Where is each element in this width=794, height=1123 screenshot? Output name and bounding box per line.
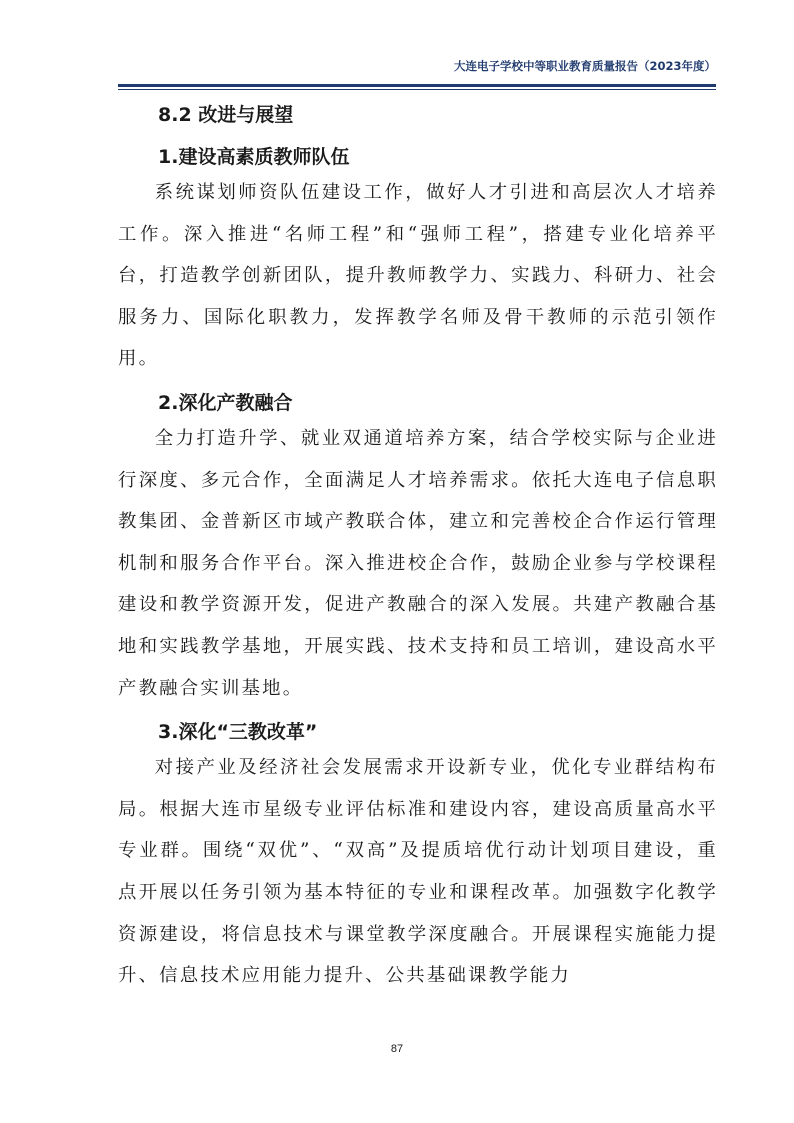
subsection-paragraph-2: 全力打造升学、就业双通道培养方案，结合学校实际与企业进行深度、多元合作，全面满足人才培养需求。依托大连电子信息职教集团、金普新区市域产教联合体，建立和完善校企合作运行管理机制和服务合作平台。深入推进校企合作，鼓励企业参与学校课程建设和教学资源开发，促进产教融合的深入发展。共建产教融合基地和实践教学基地，开展实践、技术支持和员工培训，建设高水平产教融合实训基地。 bbox=[118, 427, 718, 699]
section-title: 8.2 改进与展望 bbox=[158, 104, 294, 126]
subsection-paragraph-3: 对接产业及经济社会发展需求开设新专业，优化专业群结构布局。根据大连市星级专业评估标准和建设内容，建设高质量高水平专业群。围绕“双优”、“双高”及提质培优行动计划项目建设，重点开展以任务引领为基本特征的专业和课程改革。加强数字化教学资源建设，将信息技术与课堂教学深度融合。开展课程实施能力提升、信息技术应用能力提升、公共基础课教学能力 bbox=[118, 757, 718, 987]
header-divider-thin bbox=[118, 89, 716, 90]
subsection-title-1: 1.建设高素质教师队伍 bbox=[158, 146, 350, 168]
subsection-title-3: 3.深化“三教改革” bbox=[158, 721, 318, 744]
report-header-title: 大连电子学校中等职业教育质量报告（2023年度） bbox=[453, 59, 716, 73]
subsection-title-2: 2.深化产教融合 bbox=[158, 391, 293, 414]
header-divider-thick bbox=[118, 84, 716, 87]
page-number: 87 bbox=[390, 1043, 404, 1055]
subsection-paragraph-1: 系统谋划师资队伍建设工作，做好人才引进和高层次人才培养工作。深入推进“名师工程”和“强师工程”，搭建专业化培养平台，打造教学创新团队，提升教师教学力、实践力、科研力、社会服务力、国际化职教力，发挥教学名师及骨干教师的示范引领作用。 bbox=[118, 182, 718, 370]
page-content bbox=[118, 100, 718, 1005]
